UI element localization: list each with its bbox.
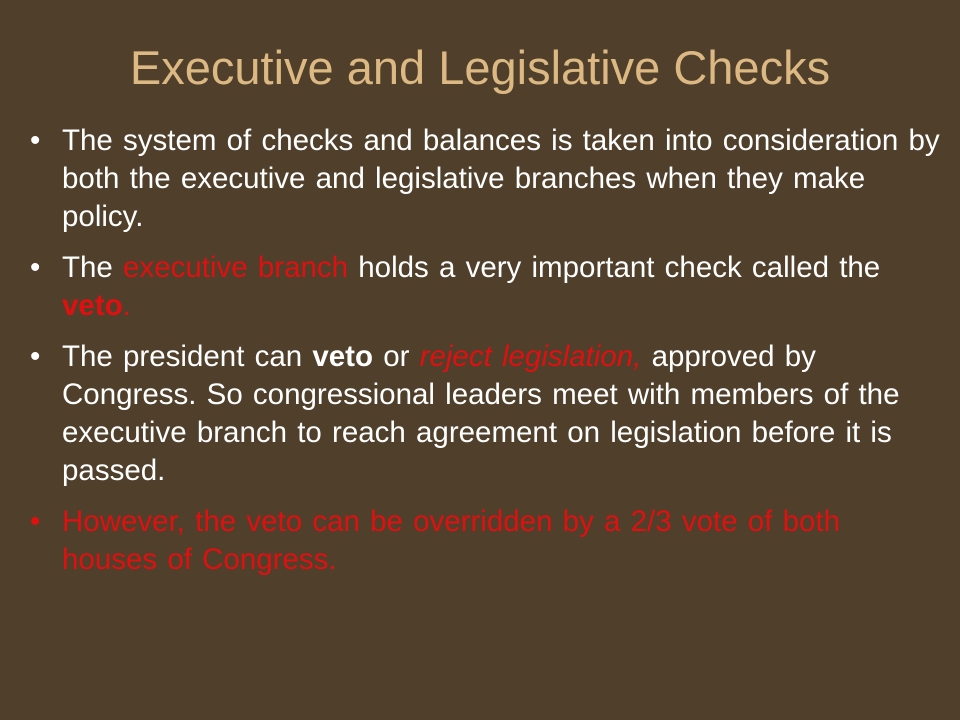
- bullet-item-1: [30, 122, 940, 236]
- highlight-executive-branch: executive branch: [123, 251, 349, 284]
- bullet-text: The system of checks and balances is taken into consideration by both the executive and legislative branches when they make policy.: [62, 124, 940, 233]
- term-veto: veto: [62, 289, 123, 322]
- bullet-text-part: or: [373, 340, 420, 373]
- bullet-list: [30, 122, 940, 592]
- bullet-text-end: .: [122, 289, 131, 322]
- bullet-item-2: [30, 249, 940, 325]
- bullet-text-part: approved by Congress. So congressional leaders meet with members of the executive branch to reach agreement on legislation before it is passed.: [62, 340, 900, 487]
- bullet-text: However, the veto can be overridden by a 2/3 vote of both houses of Congress.: [62, 505, 841, 576]
- highlight-reject-legislation: reject legislation,: [419, 340, 642, 373]
- term-veto: veto: [312, 340, 374, 373]
- bullet-text-part: The president can: [62, 340, 313, 373]
- bullet-item-3: [30, 338, 940, 490]
- bullet-text-part: The: [62, 251, 124, 284]
- bullet-item-4: [30, 503, 940, 579]
- bullet-text-part: holds a very important check called the: [348, 251, 881, 284]
- slide-title: Executive and Legislative Checks: [129, 41, 831, 94]
